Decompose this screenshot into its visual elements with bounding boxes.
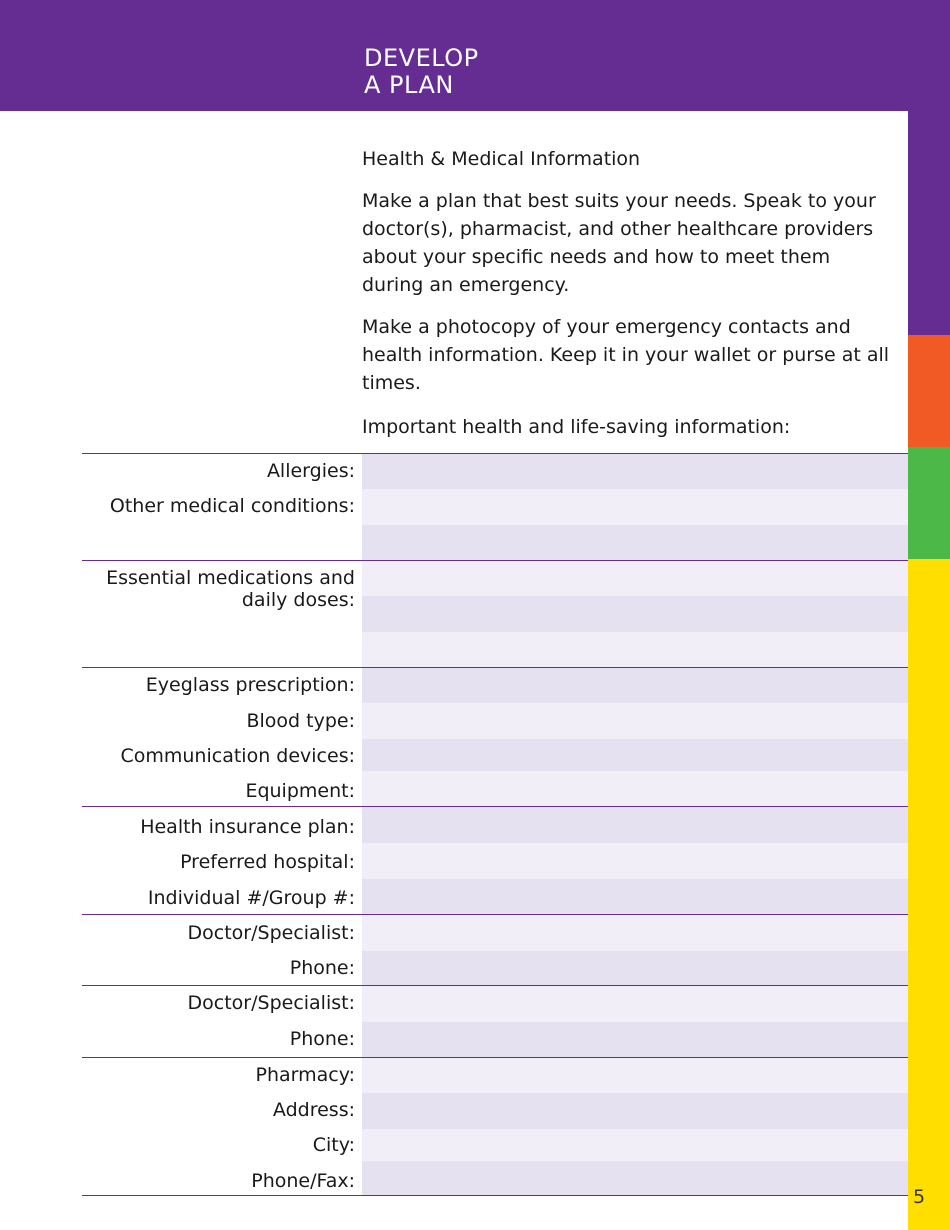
phone-fax-field[interactable] (362, 1161, 908, 1195)
intro-text (362, 145, 892, 441)
allergies-field[interactable] (362, 454, 908, 489)
equipment-field[interactable] (362, 771, 908, 806)
pharmacy-label: Pharmacy: (255, 1064, 355, 1086)
medications-field[interactable] (362, 561, 908, 596)
intro-paragraph-1: Make a plan that best suits your needs. Speak to your doctor(s), pharmacist, and other healthcare providers about your specific needs and how to meet them during an emergency. (362, 190, 876, 296)
address-label: Address: (272, 1099, 355, 1121)
pharmacy-field[interactable] (362, 1058, 908, 1093)
other-conditions-field-2[interactable] (362, 525, 908, 560)
doctor1-phone-label: Phone: (289, 957, 355, 979)
communication-label: Communication devices: (120, 745, 355, 767)
insurance-field[interactable] (362, 807, 908, 843)
doctor1-phone-field[interactable] (362, 951, 908, 985)
city-field[interactable] (362, 1129, 908, 1161)
city-label: City: (312, 1134, 355, 1156)
doctor2-label: Doctor/Specialist: (187, 992, 355, 1014)
phone-fax-label: Phone/Fax: (251, 1170, 355, 1192)
communication-field[interactable] (362, 739, 908, 771)
side-tab-orange (908, 335, 950, 447)
equipment-label: Equipment: (245, 780, 355, 802)
eyeglass-label: Eyeglass prescription: (145, 674, 355, 696)
important-heading: Important health and life-saving information: (362, 416, 791, 438)
section-heading: Health & Medical Information (362, 148, 641, 170)
hospital-label: Preferred hospital: (180, 851, 355, 873)
other-conditions-label: Other medical conditions: (109, 495, 355, 517)
divider (82, 1195, 908, 1196)
medications-label-line1: Essential medications and (106, 567, 355, 589)
eyeglass-field[interactable] (362, 668, 908, 703)
allergies-label: Allergies: (266, 460, 355, 482)
address-field[interactable] (362, 1093, 908, 1129)
doctor1-label: Doctor/Specialist: (187, 922, 355, 944)
medications-label-line2: daily doses: (241, 589, 355, 611)
section-title (364, 45, 479, 99)
section-title-line1: DEVELOP (364, 44, 479, 72)
intro-paragraph-2: Make a photocopy of your emergency contacts and health information. Keep it in your wallet or purse at all times. (362, 316, 890, 394)
individual-group-field[interactable] (362, 879, 908, 914)
page-header (0, 0, 950, 111)
doctor1-field[interactable] (362, 915, 908, 951)
blood-type-label: Blood type: (246, 710, 355, 732)
medications-field-2[interactable] (362, 596, 908, 632)
insurance-label: Health insurance plan: (140, 816, 355, 838)
hospital-field[interactable] (362, 843, 908, 879)
doctor2-field[interactable] (362, 986, 908, 1022)
other-conditions-field[interactable] (362, 489, 908, 525)
side-tab-green (908, 447, 950, 559)
blood-type-field[interactable] (362, 703, 908, 739)
page-number: 5 (913, 1186, 926, 1208)
side-tab-yellow (908, 559, 950, 1230)
doctor2-phone-label: Phone: (289, 1028, 355, 1050)
medications-field-3[interactable] (362, 632, 908, 667)
section-title-line2: A PLAN (364, 71, 454, 99)
doctor2-phone-field[interactable] (362, 1022, 908, 1057)
side-tab-purple (908, 111, 950, 335)
individual-group-label: Individual #/Group #: (147, 887, 355, 909)
